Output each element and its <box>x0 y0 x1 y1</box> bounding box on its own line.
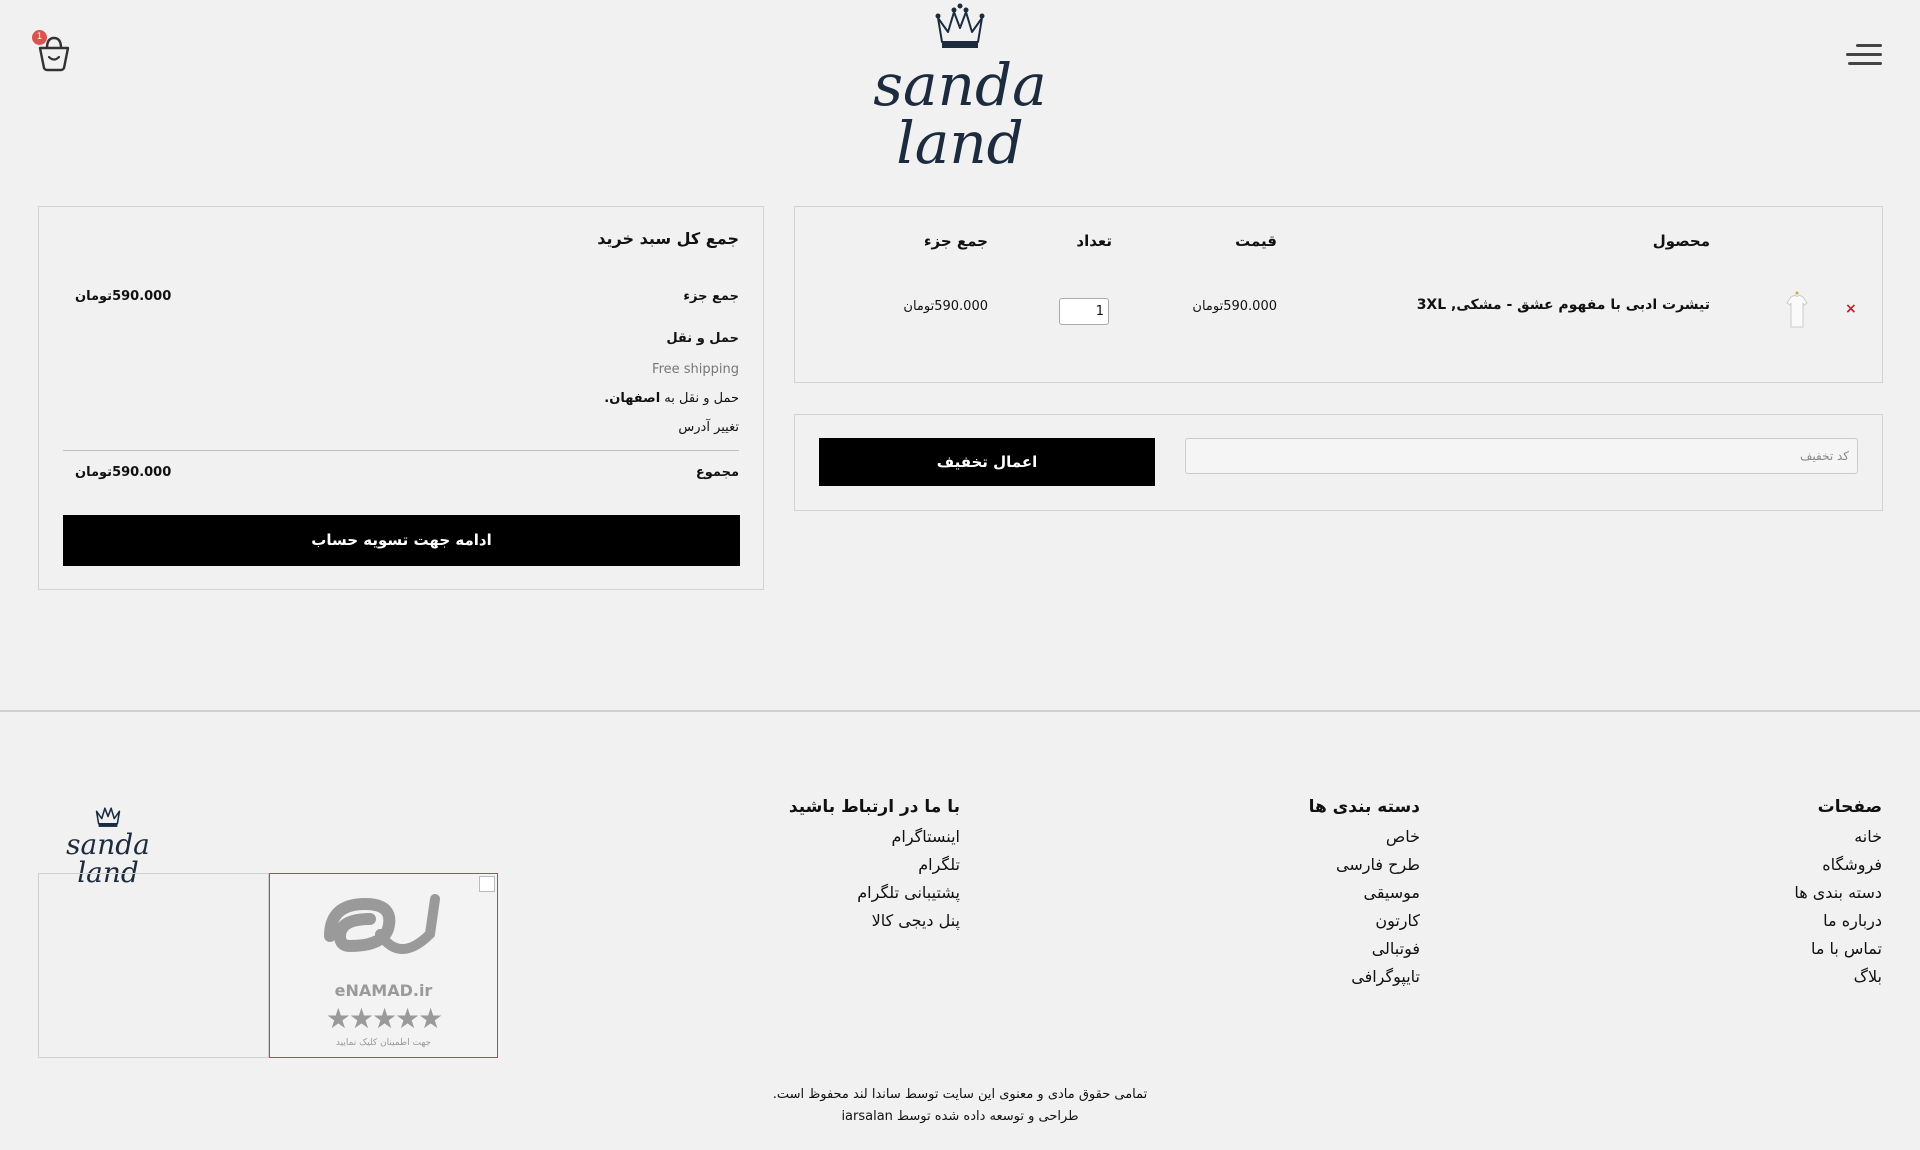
footer-logo-text: sanda land <box>66 828 150 889</box>
quantity-input[interactable]: 1 <box>1059 298 1109 325</box>
footer-category-music[interactable]: موسیقی <box>1363 883 1420 902</box>
footer-link-telegram[interactable]: تلگرام <box>918 855 960 874</box>
product-thumbnail[interactable] <box>1785 291 1809 329</box>
footer-link-categories[interactable]: دسته بندی ها <box>1794 883 1882 902</box>
footer-link-instagram[interactable]: اینستاگرام <box>891 827 960 846</box>
footer-copyright <box>560 1084 1360 1128</box>
enamad-caption: جهت اطمینان کلیک نمایید <box>335 1038 432 1048</box>
shipping-to-text: حمل و نقل به <box>664 391 739 406</box>
enamad-brand-text: eNAMAD.ir <box>334 981 433 1000</box>
footer-link-shop[interactable]: فروشگاه <box>1822 855 1882 874</box>
cart-count-badge: 1 <box>32 30 47 45</box>
subtotal-label: جمع جزء <box>683 289 739 304</box>
total-label: مجموع <box>695 465 739 480</box>
column-header-product: محصول <box>1652 232 1710 250</box>
footer-link-contact[interactable]: تماس با ما <box>1810 939 1882 958</box>
footer-categories-title: دسته بندی ها <box>1308 797 1420 817</box>
footer-logo[interactable] <box>38 803 178 889</box>
total-value: 590.000تومان <box>75 465 172 480</box>
footer-link-about[interactable]: درباره ما <box>1823 911 1882 930</box>
item-price: 590.000تومان <box>1192 299 1277 314</box>
footer-link-digikala-panel[interactable]: پنل دیجی کالا <box>871 911 960 930</box>
crown-icon <box>932 2 988 52</box>
footer-pages-title: صفحات <box>1817 797 1882 817</box>
enamad-stars: ★★★★★ <box>325 1002 442 1035</box>
footer-link-home[interactable]: خانه <box>1854 827 1882 846</box>
product-name-link[interactable]: تیشرت ادبی با مفهوم عشق - مشکی, 3XL <box>1416 297 1710 313</box>
shipping-city: اصفهان. <box>604 391 661 406</box>
footer-category-cartoon[interactable]: کارتون <box>1375 911 1420 930</box>
footer-link-telegram-support[interactable]: پشتیبانی تلگرام <box>857 883 960 902</box>
logo-text: sanda land <box>873 51 1047 177</box>
trust-badge-placeholder[interactable] <box>38 873 269 1058</box>
cart-items-table <box>794 206 1883 383</box>
site-header <box>0 0 1920 177</box>
column-header-price: قیمت <box>1235 232 1277 250</box>
cart-totals-panel <box>38 206 764 590</box>
shipping-label: حمل و نقل <box>666 331 739 346</box>
footer-pages-column <box>1794 797 1882 991</box>
totals-divider <box>63 450 739 451</box>
shipping-destination <box>604 391 739 406</box>
cart-totals-title: جمع کل سبد خرید <box>597 229 739 248</box>
footer-categories-column <box>1309 797 1420 991</box>
site-logo[interactable] <box>820 0 1100 177</box>
coupon-panel <box>794 414 1883 511</box>
hamburger-menu-icon[interactable] <box>1842 40 1882 70</box>
change-address-link[interactable]: تغییر آدرس <box>678 420 739 435</box>
footer-contact-column <box>789 797 960 935</box>
proceed-to-checkout-button[interactable]: ادامه جهت تسویه حساب <box>63 515 740 566</box>
column-header-quantity: تعداد <box>1076 232 1112 250</box>
footer-category-persian[interactable]: طرح فارسی <box>1336 855 1420 874</box>
footer-divider <box>0 710 1920 712</box>
copyright-line: تمامی حقوق مادی و معنوی این سایت توسط ساندا لند محفوظ است. <box>772 1087 1148 1102</box>
footer-category-football[interactable]: فوتبالی <box>1371 939 1420 958</box>
footer-category-special[interactable]: خاص <box>1385 827 1420 846</box>
credits-line: طراحی و توسعه داده شده توسط iarsalan <box>841 1109 1079 1124</box>
remove-item-icon[interactable]: × <box>1845 301 1857 317</box>
free-shipping-option: Free shipping <box>652 362 739 377</box>
item-subtotal: 590.000تومان <box>903 299 988 314</box>
footer-category-typography[interactable]: تایپوگرافی <box>1351 967 1420 986</box>
enamad-trust-badge[interactable] <box>269 873 498 1058</box>
footer-contact-title: با ما در ارتباط باشید <box>788 797 960 817</box>
column-header-subtotal: جمع جزء <box>923 232 988 250</box>
subtotal-value: 590.000تومان <box>75 289 172 304</box>
enamad-logo-icon <box>270 874 497 984</box>
apply-coupon-button[interactable]: اعمال تخفیف <box>819 438 1155 486</box>
crown-icon <box>93 803 123 829</box>
footer-link-blog[interactable]: بلاگ <box>1853 967 1882 986</box>
coupon-code-input[interactable]: کد تخفیف <box>1185 438 1858 474</box>
cart-button[interactable] <box>32 30 76 74</box>
